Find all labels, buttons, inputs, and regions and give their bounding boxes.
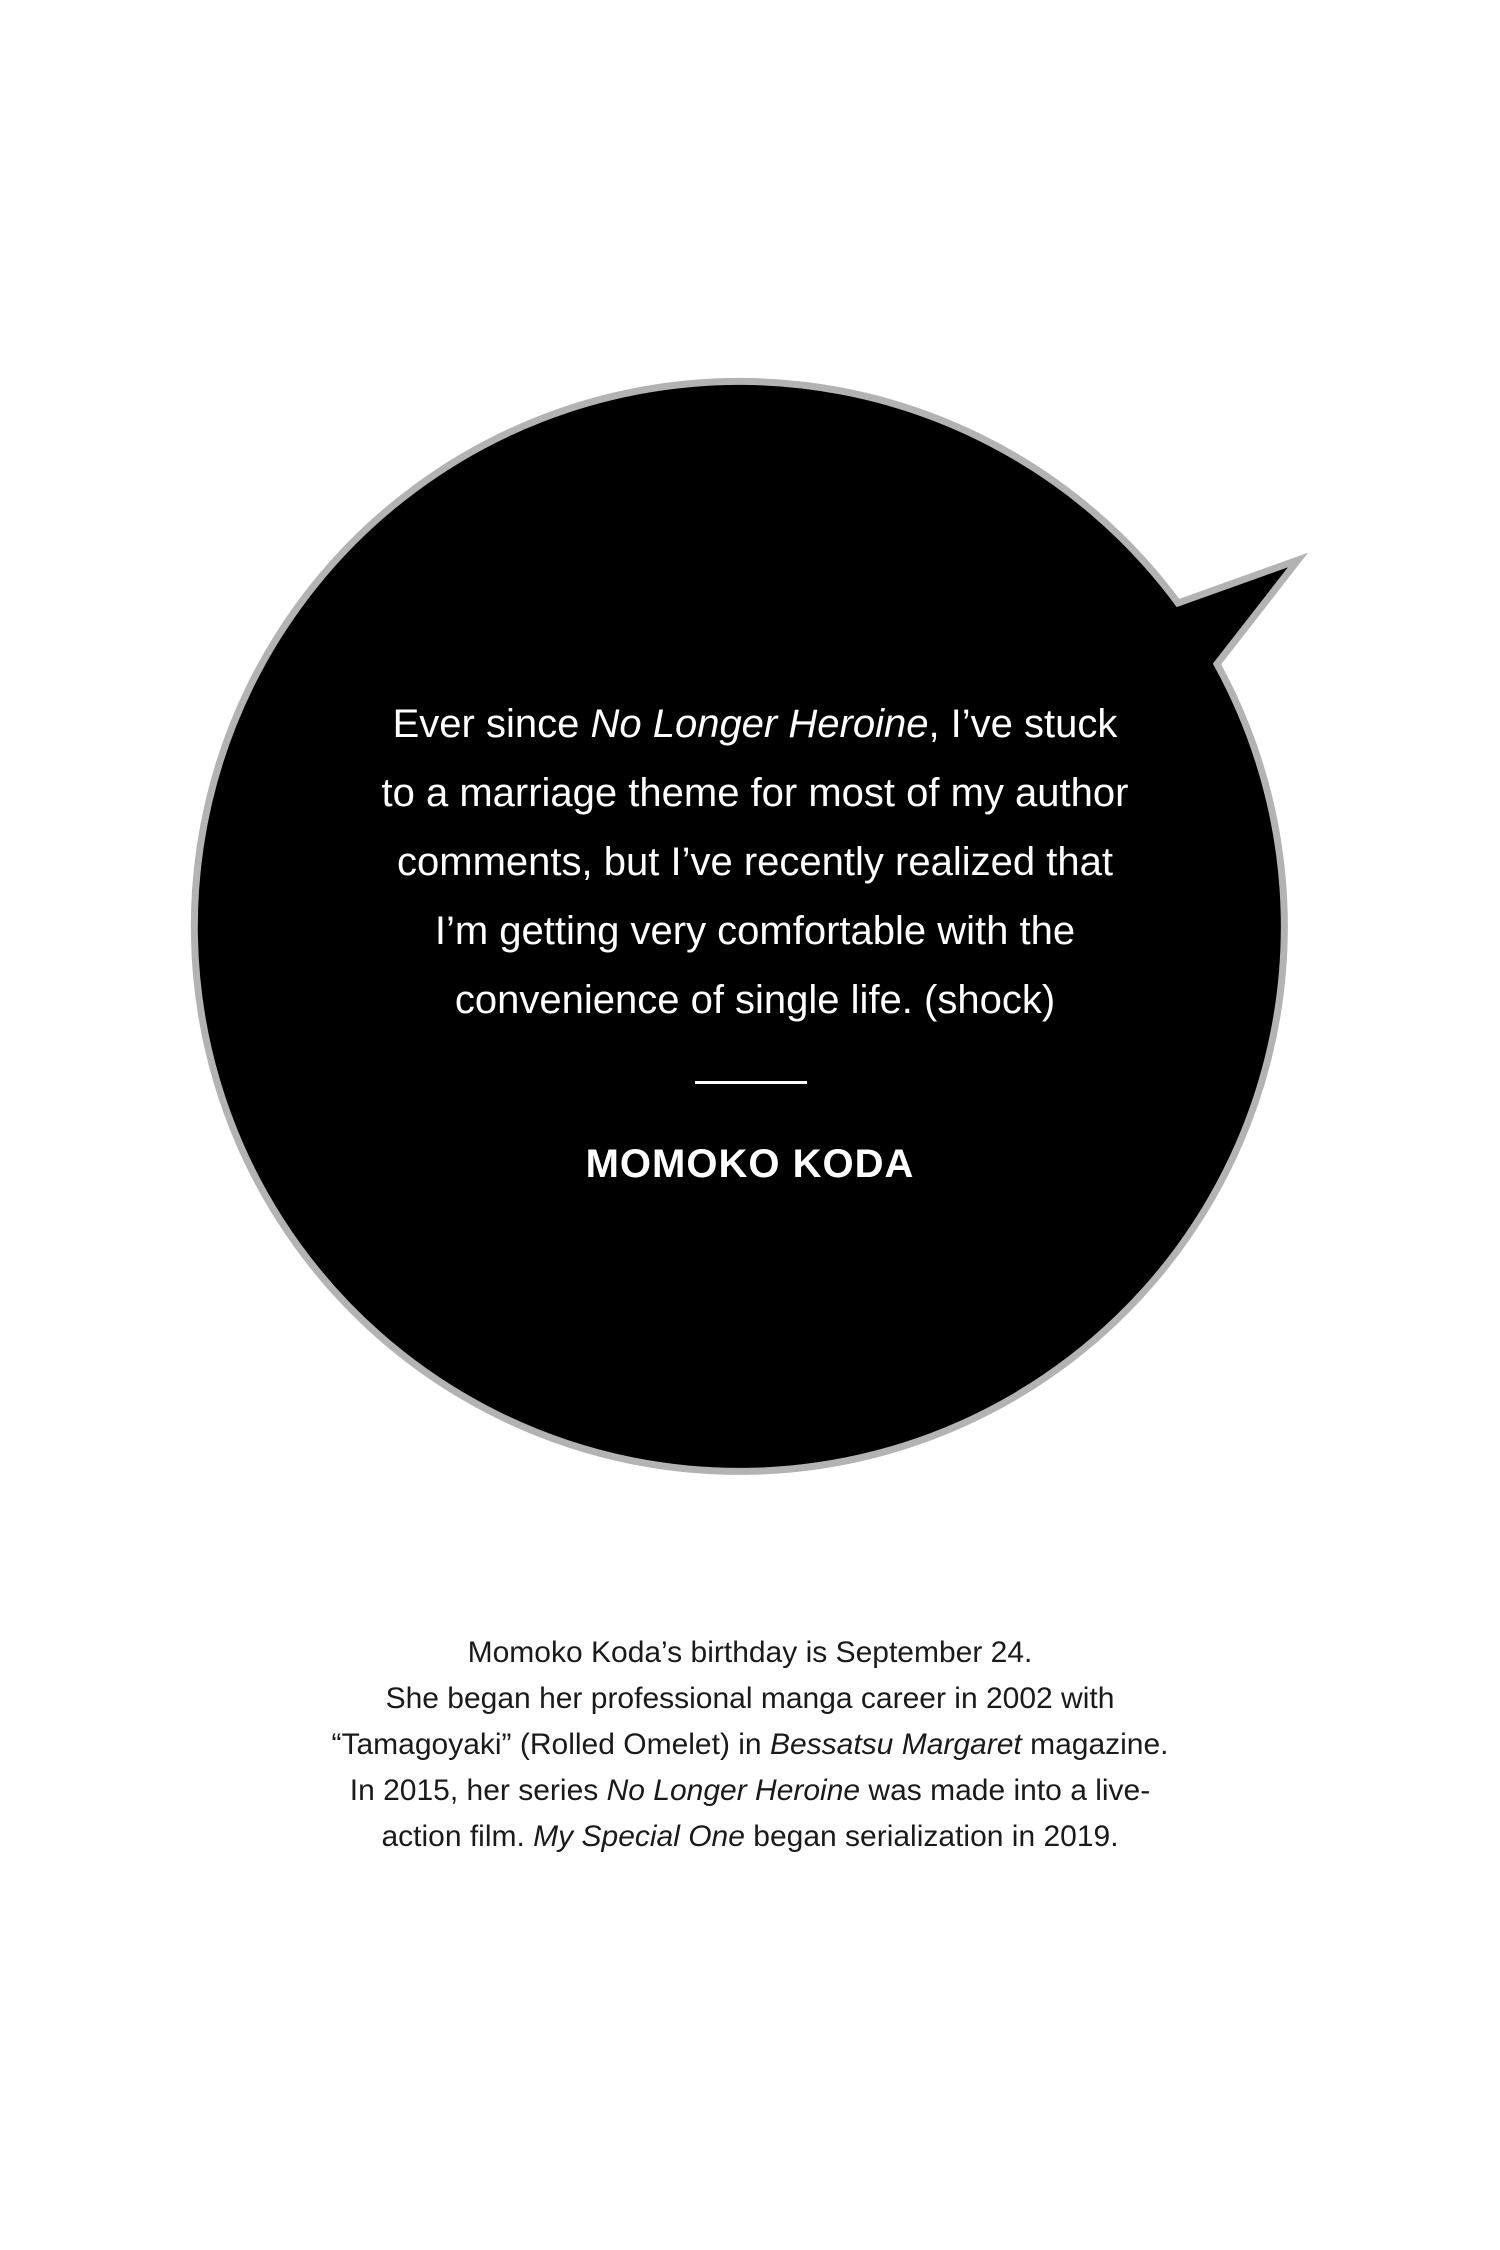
- quote-line-5: convenience of single life. (shock): [454, 978, 1056, 1022]
- quote-text: , I’ve stuck: [928, 702, 1118, 746]
- bio-text: In 2015, her series: [349, 1774, 607, 1807]
- quote-series-title: No Longer Heroine: [590, 702, 929, 746]
- bio-line-1: Momoko Koda’s birthday is September 24.: [467, 1636, 1033, 1669]
- bio-magazine-title: Bessatsu Margaret: [769, 1728, 1022, 1761]
- quote-text: Ever since: [392, 702, 591, 746]
- quote-divider: [695, 1081, 807, 1084]
- quote-line-1: [320, 690, 1190, 759]
- bio-text: “Tamagoyaki” (Rolled Omelet) in: [331, 1728, 770, 1761]
- bio-text: magazine.: [1021, 1728, 1169, 1761]
- bio-text: was made into a live-: [860, 1774, 1151, 1807]
- quote-line-3: comments, but I’ve recently realized that: [397, 840, 1113, 884]
- bio-series-title: No Longer Heroine: [606, 1774, 861, 1807]
- bio-line-3: [250, 1722, 1250, 1768]
- bio-line-2: She began her professional manga career in 2002 with: [385, 1682, 1115, 1715]
- bio-text: began serialization in 2019.: [744, 1820, 1119, 1853]
- bio-text: action film.: [381, 1820, 534, 1853]
- author-bio: [250, 1630, 1250, 1860]
- bio-line-4: [250, 1768, 1250, 1814]
- bio-line-5: [250, 1814, 1250, 1860]
- quote-line-2: to a marriage theme for most of my author: [381, 771, 1129, 815]
- author-comment-quote: [320, 690, 1190, 1035]
- bio-series-title: My Special One: [533, 1820, 745, 1853]
- quote-line-4: I’m getting very comfortable with the: [434, 909, 1076, 953]
- author-name: MOMOKO KODA: [585, 1142, 915, 1186]
